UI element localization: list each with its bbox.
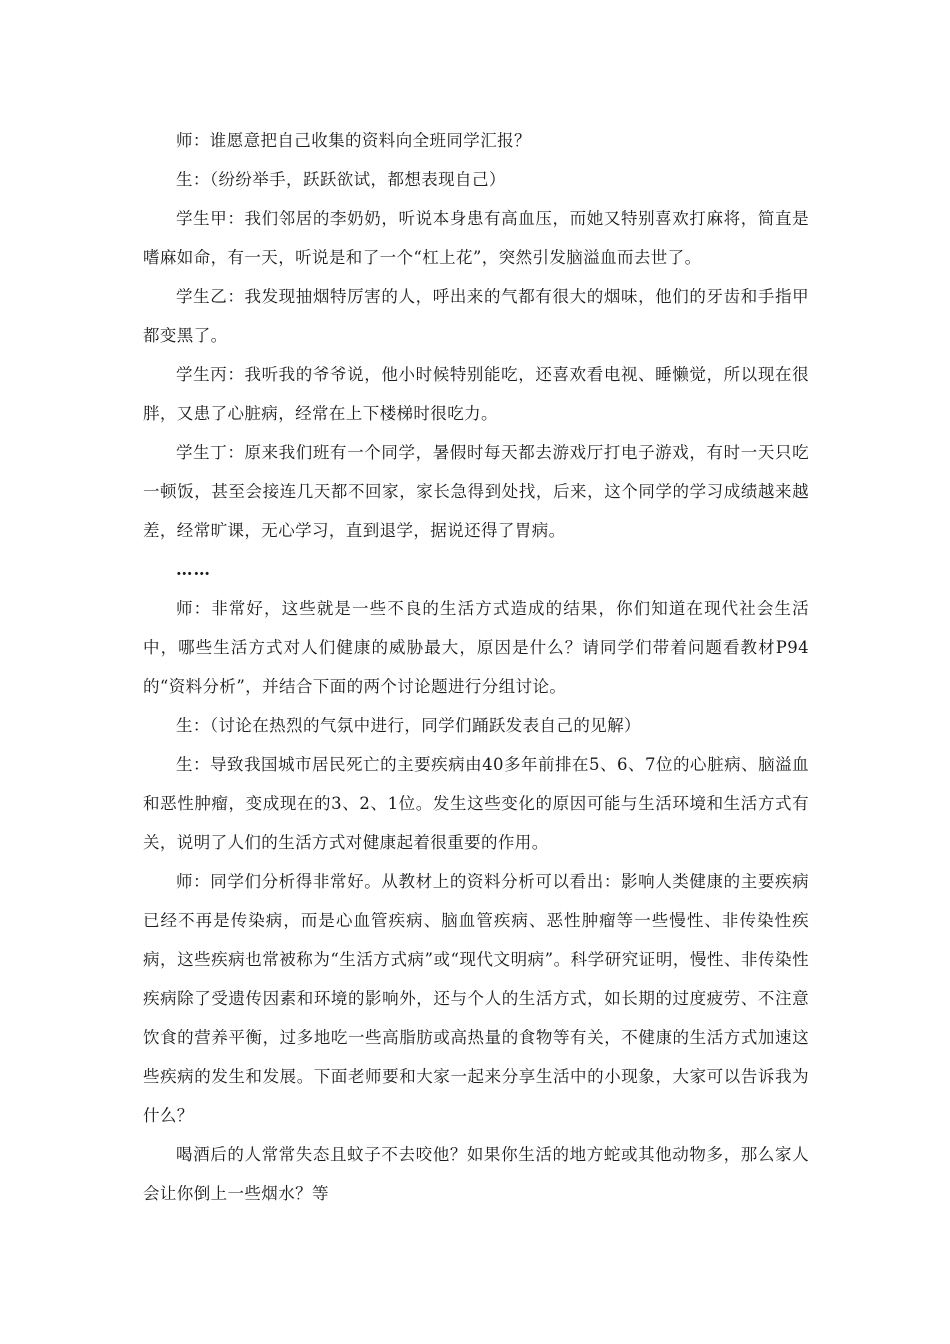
paragraph-ellipsis: …… [176, 560, 211, 579]
paragraph-teacher-question: 师：谁愿意把自己收集的资料向全班同学汇报？ [176, 131, 531, 150]
paragraph-student-answer: 生：导致我国城市居民死亡的主要疾病由40多年前排在5、6、7位的心脏病、脑溢血和恶性肿瘤，变成现在的3、2、1位。发生这些变化的原因可能与生活环境和生活方式有关，说明了人们的生活方式对健康起着很重要的作用。 [143, 755, 809, 852]
paragraph-teacher-discussion: 师：非常好，这些就是一些不良的生活方式造成的结果，你们知道在现代社会生活中，哪些生活方式对人们健康的威胁最大，原因是什么？请同学们带着问题看教材P94的“资料分析”，并结合下面的两个讨论题进行分组讨论。 [143, 599, 809, 696]
paragraph-student-a: 学生甲：我们邻居的李奶奶，听说本身患有高血压，而她又特别喜欢打麻将，简直是嗜麻如命，有一天，听说是和了一个“杠上花”，突然引发脑溢血而去世了。 [143, 209, 809, 267]
paragraph-students-discuss: 生：（讨论在热烈的气氛中进行，同学们踊跃发表自己的见解） [176, 716, 641, 735]
paragraph-student-c: 学生丙：我听我的爷爷说，他小时候特别能吃，还喜欢看电视、睡懒觉，所以现在很胖，又患了心脏病，经常在上下楼梯时很吃力。 [143, 365, 809, 423]
paragraph-student-d: 学生丁：原来我们班有一个同学，暑假时每天都去游戏厅打电子游戏，有时一天只吃一顿饭，甚至会接连几天都不回家，家长急得到处找，后来，这个同学的学习成绩越来越差，经常旷课，无心学习，直到退学，据说还得了胃病。 [143, 443, 809, 540]
paragraph-students-raise-hands: 生：（纷纷举手，跃跃欲试，都想表现自己） [176, 170, 506, 189]
document-body [143, 121, 809, 1213]
paragraph-student-b: 学生乙：我发现抽烟特厉害的人，呼出来的气都有很大的烟味，他们的牙齿和手指甲都变黑了。 [143, 287, 809, 345]
paragraph-teacher-summary: 师：同学们分析得非常好。从教材上的资料分析可以看出：影响人类健康的主要疾病已经不再是传染病，而是心血管疾病、脑血管疾病、恶性肿瘤等一些慢性、非传染性疾病，这些疾病也常被称为“生活方式病”或“现代文明病”。科学研究证明，慢性、非传染性疾病除了受遗传因素和环境的影响外，还与个人的生活方式，如长期的过度疲劳、不注意饮食的营养平衡，过多地吃一些高脂肪或高热量的食物等有关，不健康的生活方式加速这些疾病的发生和发展。下面老师要和大家一起来分享生活中的小现象，大家可以告诉我为什么？ [143, 872, 809, 1125]
paragraph-phenomena: 喝酒后的人常常失态且蚊子不去咬他？如果你生活的地方蛇或其他动物多，那么家人会让你倒上一些烟水？等 [143, 1145, 809, 1203]
